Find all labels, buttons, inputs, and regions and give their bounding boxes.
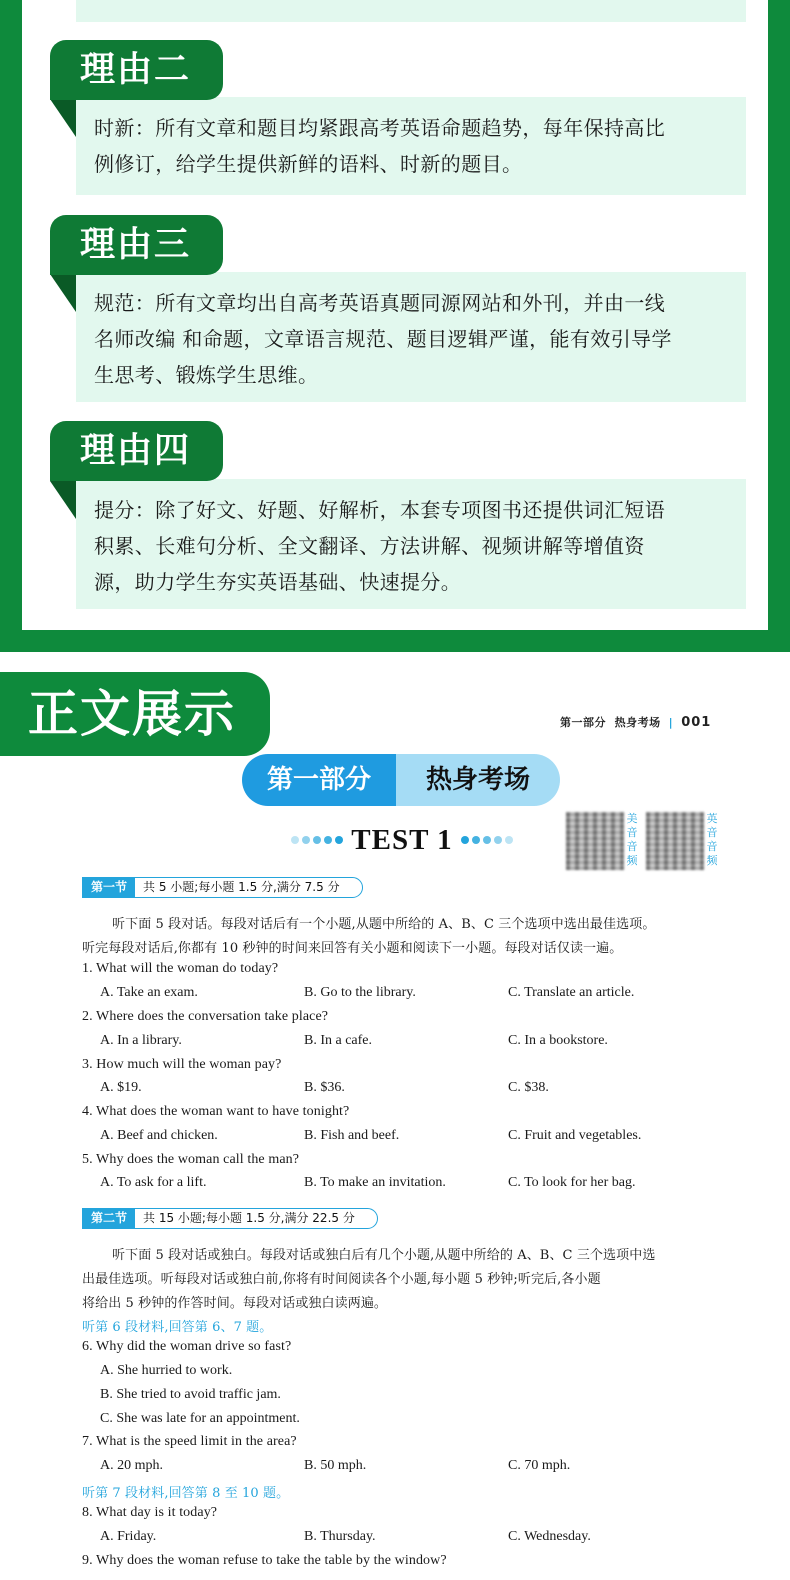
option-c: C. Fruit and vegetables. xyxy=(508,1128,642,1143)
test-title xyxy=(272,818,532,862)
material-7-label: 听第 7 段材料,回答第 8 至 10 题。 xyxy=(82,1486,290,1501)
question-8: 8. What day is it today? xyxy=(82,1505,218,1520)
option-c: C. 70 mph. xyxy=(508,1458,571,1473)
option-a: A. Friday. xyxy=(100,1529,157,1544)
option-c: C. In a bookstore. xyxy=(508,1033,608,1048)
question-4: 4. What does the woman want to have tonight? xyxy=(82,1104,350,1119)
reason-four-line: 积累、长难句分析、全文翻译、方法讲解、视频讲解等增值资 xyxy=(94,534,645,558)
section-one-instruction: 听完每段对话后,你都有 10 秒钟的时间来回答有关小题和阅读下一小题。每段对话仅读一遍。 xyxy=(82,941,623,956)
qr-code-american[interactable] xyxy=(566,812,624,870)
option-a: A. Take an exam. xyxy=(100,985,198,1000)
reason-two-tab: 理由二 xyxy=(50,40,223,100)
reason-tab-fold xyxy=(50,481,76,519)
section-two-tag: 第二节 xyxy=(83,1209,135,1228)
option-b: B. To make an invitation. xyxy=(304,1175,446,1190)
option-b: B. She tried to avoid traffic jam. xyxy=(100,1387,281,1402)
reason-three-line: 生思考、锻炼学生思维。 xyxy=(94,363,319,387)
section-two-instruction: 听下面 5 段对话或独白。每段对话或独白后有几个小题,从题中所给的 A、B、C 三个选项中选 xyxy=(112,1248,656,1263)
question-2: 2. Where does the conversation take place? xyxy=(82,1009,329,1024)
section-two-desc: 共 15 小题;每小题 1.5 分,满分 22.5 分 xyxy=(143,1211,355,1225)
reason-two-line: 时新：所有文章和题目均紧跟高考英语命题趋势，每年保持高比 xyxy=(94,116,666,140)
part-banner-title: 热身考场 xyxy=(396,754,560,806)
option-a: A. In a library. xyxy=(100,1033,182,1048)
reason-two-line: 例修订，给学生提供新鲜的语料、时新的题目。 xyxy=(94,152,523,176)
option-a: A. To ask for a lift. xyxy=(100,1175,207,1190)
reason-two-box xyxy=(76,97,746,195)
option-b: B. $36. xyxy=(304,1080,345,1095)
reason-four-line: 源，助力学生夯实英语基础、快速提分。 xyxy=(94,570,462,594)
reason-tab-fold xyxy=(50,99,76,137)
section-one-desc: 共 5 小题;每小题 1.5 分,满分 7.5 分 xyxy=(143,880,340,894)
running-head: 第一部分 热身考场 | 001 xyxy=(560,715,712,730)
dots-decoration-right xyxy=(461,836,513,844)
question-9: 9. Why does the woman refuse to take the table by the window? xyxy=(82,1553,447,1568)
section-two-instruction: 出最佳选项。听每段对话或独白前,你将有时间阅读各个小题,每小题 5 秒钟;听完后,各小题 xyxy=(82,1272,601,1287)
option-c: C. She was late for an appointment. xyxy=(100,1411,300,1426)
option-c: C. $38. xyxy=(508,1080,549,1095)
showcase-tab: 正文展示 xyxy=(0,672,270,756)
qr-code-british[interactable] xyxy=(646,812,704,870)
reason-tab-fold xyxy=(50,274,76,312)
material-6-label: 听第 6 段材料,回答第 6、7 题。 xyxy=(82,1320,273,1335)
reason-three-line: 名师改编 和命题，文章语言规范、题目逻辑严谨，能有效引导学 xyxy=(94,327,672,351)
option-c: C. Translate an article. xyxy=(508,985,635,1000)
part-banner-label: 第一部分 xyxy=(242,754,396,806)
running-head-part: 第一部分 xyxy=(560,716,606,729)
reason-three-tab: 理由三 xyxy=(50,215,223,275)
running-head-name: 热身考场 xyxy=(614,716,661,729)
question-3: 3. How much will the woman pay? xyxy=(82,1057,282,1072)
section-two-header xyxy=(82,1208,378,1229)
option-c: C. Wednesday. xyxy=(508,1529,591,1544)
section-two-instruction: 将给出 5 秒钟的作答时间。每段对话或独白读两遍。 xyxy=(82,1296,388,1311)
question-7: 7. What is the speed limit in the area? xyxy=(82,1434,297,1449)
page-number: 001 xyxy=(681,715,712,730)
option-b: B. Go to the library. xyxy=(304,985,416,1000)
option-b: B. In a cafe. xyxy=(304,1033,373,1048)
option-a: A. 20 mph. xyxy=(100,1458,163,1473)
reason-four-line: 提分：除了好文、好题、好解析，本套专项图书还提供词汇短语 xyxy=(94,498,666,522)
option-b: B. Thursday. xyxy=(304,1529,376,1544)
reason-four-box xyxy=(76,479,746,609)
section-one-header xyxy=(82,877,363,898)
option-a: A. $19. xyxy=(100,1080,142,1095)
option-a: A. She hurried to work. xyxy=(100,1363,233,1378)
question-5: 5. Why does the woman call the man? xyxy=(82,1152,300,1167)
option-b: B. Fish and beef. xyxy=(304,1128,400,1143)
section-one-tag: 第一节 xyxy=(83,878,135,897)
option-c: C. To look for her bag. xyxy=(508,1175,636,1190)
question-6: 6. Why did the woman drive so fast? xyxy=(82,1339,292,1354)
question-1: 1. What will the woman do today? xyxy=(82,961,279,976)
option-b: B. 50 mph. xyxy=(304,1458,367,1473)
section-one-instruction: 听下面 5 段对话。每段对话后有一个小题,从题中所给的 A、B、C 三个选项中选出最佳选项。 xyxy=(112,917,656,932)
test-title-text: TEST 1 xyxy=(351,823,453,856)
qr-label-american: 美 音 音 频 xyxy=(626,812,638,867)
dots-decoration-left xyxy=(291,836,343,844)
qr-label-british: 英 音 音 频 xyxy=(706,812,718,867)
part-banner xyxy=(242,754,560,806)
reason-one-box-tail xyxy=(76,0,746,22)
option-a: A. Beef and chicken. xyxy=(100,1128,218,1143)
reason-four-tab: 理由四 xyxy=(50,421,223,481)
reason-three-line: 规范：所有文章均出自高考英语真题同源网站和外刊，并由一线 xyxy=(94,291,666,315)
reason-three-box xyxy=(76,272,746,402)
